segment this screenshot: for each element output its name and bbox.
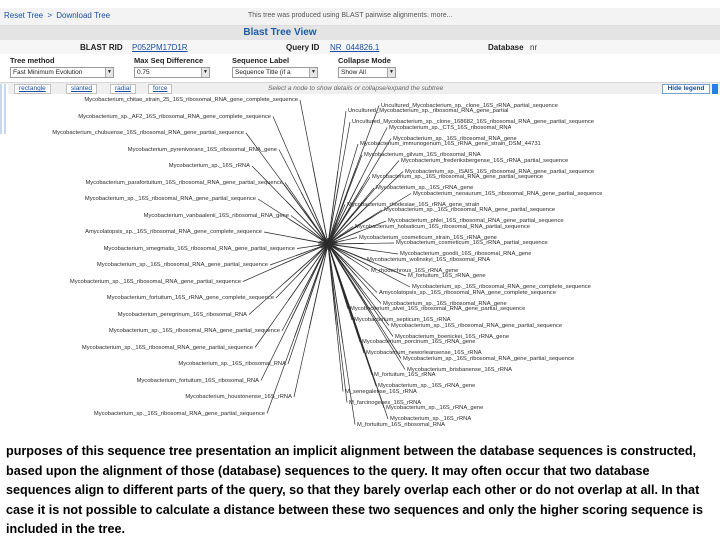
tree-leaf-label[interactable]: Mycobacterium_sp._AF2_16S_ribosomal_RNA_gene_complete_sequence <box>78 113 271 120</box>
tree-leaf-label[interactable]: Mycobacterium_fortuitum_16S_ribosomal_RNA <box>136 377 259 384</box>
tree-branch <box>367 250 399 255</box>
tree-branch <box>355 271 377 293</box>
download-tree-link[interactable]: Download Tree <box>56 11 111 20</box>
tree-leaf-label[interactable]: Mycobacterium_peregrinum_16S_ribosomal_RNA <box>117 311 247 318</box>
tree-branch <box>328 244 343 343</box>
tree-canvas[interactable] <box>0 94 720 440</box>
rid-label: BLAST RID <box>80 43 123 52</box>
max-seq-diff-label: Max Seq Difference <box>134 56 204 65</box>
tree-leaf-label[interactable]: Mycobacterium_sp._CTS_16S_ribosomal_RNA <box>389 124 512 131</box>
alignment-notice: This tree was produced using BLAST pairwise alignments. more... <box>248 12 453 19</box>
tree-leaf-label[interactable]: Uncultured_Mycobacterium_sp._clone_168682_16S_ribosomal_RNA_gene_partial_sequence <box>352 119 595 125</box>
tree-leaf-label[interactable]: Mycobacterium_sp._16S_ribosomal_RNA_gene_partial_sequence <box>372 174 544 180</box>
tree-branch <box>344 238 357 241</box>
tree-leaf-label[interactable]: Amycolatopsis_sp._16S_ribosomal_RNA_gene_complete_sequence <box>85 229 262 235</box>
tree-leaf-label[interactable]: Mycobacterium_porcinum_16S_rRNA_gene <box>362 339 476 345</box>
tree-leaf-label[interactable]: Mycobacterium_sp._16S_ribosomal_RNA_gene_partial_sequence <box>84 196 256 202</box>
tree-leaf-label[interactable]: Mycobacterium_frederiksbergense_16S_rRNA_partial_sequence <box>401 157 569 164</box>
tree-branch <box>342 227 353 235</box>
legend-swatch <box>712 84 718 94</box>
top-bar <box>0 8 720 26</box>
tree-leaf-label[interactable]: Mycobacterium_cosmeticum_16S_rRNA_partial_sequence <box>396 240 548 246</box>
tree-leaf-label[interactable]: Mycobacterium_sp._16S_rRNA_gene <box>386 405 484 411</box>
tree-leaf-label[interactable]: Mycobacterium_sp._16S_ribosomal_RNA_gene_partial_sequence <box>69 278 241 285</box>
tree-leaf-label[interactable]: Mycobacterium_fortuitum_16S_rRNA_gene_complete_sequence <box>106 295 274 301</box>
tree-leaf-label[interactable]: Mycobacterium_phlei_16S_ribosomal_RNA_gene_partial_sequence <box>388 218 564 224</box>
tree-leaf-label[interactable]: Mycobacterium_immunogenum_16S_rRNA_gene_strain_DSM_44731 <box>360 141 541 147</box>
tree-leaf-label[interactable]: Mycobacterium_sp._16S_ribosomal_RNA_gene_partial_sequence <box>403 355 575 362</box>
chevron-down-icon: ▼ <box>309 68 317 77</box>
hide-legend-button[interactable]: Hide legend <box>662 84 710 94</box>
tree-leaf-label[interactable]: Mycobacterium_alvei_16S_ribosomal_RNA_gene_partial_sequence <box>350 306 526 312</box>
tree-branch <box>273 117 298 174</box>
tree-branch <box>264 232 293 237</box>
tree-branch <box>285 183 304 211</box>
tree-leaf-label[interactable]: M_farcinogenes_16S_rRNA <box>349 399 422 406</box>
tree-leaf-label[interactable]: Mycobacterium_pyrenivorans_16S_ribosomal_RNA_gene <box>127 146 277 153</box>
database-label: Database <box>488 43 524 52</box>
title-band <box>0 26 720 40</box>
reset-tree-link[interactable]: Reset Tree <box>4 11 44 20</box>
tab-radial[interactable]: radial <box>110 84 136 94</box>
tree-leaf-label[interactable]: Mycobacterium_septicum_16S_rRNA <box>354 317 451 323</box>
tree-leaf-label[interactable]: Uncultured_Mycobacterium_sp._ribosomal_RNA_gene_partial <box>348 108 509 114</box>
tree-leaf-label[interactable]: Mycobacterium_cosmeticum_strain_16S_rRNA_gene <box>359 234 497 241</box>
tree-branch <box>276 274 299 298</box>
tree-branch <box>246 133 283 183</box>
tree-leaf-label[interactable]: Mycobacterium_sp._16S_ribosomal_RNA_gene <box>393 135 517 142</box>
tree-leaf-label[interactable]: Mycobacterium_sp._16S_rRNA <box>390 416 472 422</box>
tree-leaf-label[interactable]: Mycobacterium_rhodesiae_16S_rRNA_gene_strain <box>347 201 480 208</box>
tree-leaf-label[interactable]: Mycobacterium_vanbaalenii_16S_ribosomal_RNA_gene <box>143 212 289 219</box>
tree-method-select[interactable] <box>10 67 114 78</box>
tree-leaf-label[interactable]: Mycobacterium_sp._16S_ribosomal_RNA_gene_partial_sequence <box>391 322 563 329</box>
tree-leaf-label[interactable]: Mycobacterium_sp._16S_rRNA_gene <box>378 383 476 389</box>
tree-actions <box>4 11 112 20</box>
tree-branch <box>341 286 352 320</box>
tab-rectangle[interactable]: rectangle <box>14 84 51 94</box>
tree-branch <box>297 246 311 248</box>
chevron-down-icon: ▼ <box>105 68 113 77</box>
chevron-down-icon: ▼ <box>387 68 395 77</box>
tree-branch <box>282 292 303 331</box>
max-seq-diff-value: 0.75 <box>137 69 150 76</box>
collapse-mode-select[interactable] <box>338 67 396 78</box>
tree-leaf-label[interactable]: Mycobacterium_sp._16S_rRNA_gene <box>376 185 474 191</box>
tree-leaf-label[interactable]: M_fortuitum_16S_ribosomal_RNA <box>357 421 445 428</box>
sequence-label-select[interactable] <box>232 67 318 78</box>
control-labels <box>0 55 720 67</box>
tree-leaf-label[interactable]: Mycobacterium_smegmatis_16S_ribosomal_RNA_gene_partial_sequence <box>103 245 295 252</box>
tree-leaf-label[interactable]: Mycobacterium_sp._16S_ribosomal_RNA <box>178 361 286 367</box>
tree-leaf-label[interactable]: Uncultured_Mycobacterium_sp._clone_16S_rRNA_partial_sequence <box>381 102 558 109</box>
tree-leaf-label[interactable]: M_rhodochrous_16S_rRNA_gene <box>371 267 459 274</box>
tree-leaf-label[interactable]: Mycobacterium_sp._ISAIS_16S_ribosomal_RNA_gene_partial_sequence <box>405 168 595 175</box>
tree-leaf-label[interactable]: Mycobacterium_neworleansense_16S_rRNA <box>366 350 482 356</box>
tree-leaf-label[interactable]: Mycobacterium_holsaticum_16S_ribosomal_RNA_partial_sequence <box>355 223 530 230</box>
rid-row <box>0 40 720 54</box>
tree-branch <box>294 244 328 337</box>
rid-value-link[interactable]: P052PM17D1R <box>132 43 188 52</box>
tree-leaf-label[interactable]: Mycobacterium_sp._16S_ribosomal_RNA_gene_partial_sequence <box>93 410 265 417</box>
tree-leaf-label[interactable]: Mycobacterium_chitae_strain_25_16S_ribosomal_RNA_gene_complete_sequence <box>84 97 298 103</box>
max-seq-diff-select[interactable] <box>134 67 210 78</box>
database-value: nr <box>530 43 538 52</box>
tree-branch <box>267 337 294 413</box>
tree-leaf-label[interactable]: M_fortuitum_16S_rRNA_gene <box>408 273 486 279</box>
tree-leaf-label[interactable]: Mycobacterium_gilvum_16S_ribosomal_RNA <box>364 152 481 158</box>
query-id-link[interactable]: NR_044826.1 <box>330 43 380 52</box>
tree-leaf-label[interactable]: M_fortuitum_16S_rRNA <box>374 372 436 378</box>
link-separator: > <box>47 11 53 20</box>
tree-branch <box>340 122 350 177</box>
tree-hint: Select a node to show details or collapse/expand the subtree <box>268 85 444 92</box>
tree-leaf-label[interactable]: Mycobacterium_sp._16S_ribosomal_RNA_gene_partial_sequence <box>108 328 280 334</box>
tree-branch <box>301 192 328 244</box>
tree-leaf-label[interactable]: Mycobacterium_sp._16S_ribosomal_RNA_gene_partial_sequence <box>384 207 556 213</box>
tree-leaf-label[interactable]: Mycobacterium_boenickei_16S_rRNA_gene <box>395 333 510 340</box>
tree-leaf-label[interactable]: Mycobacterium_sp._16S_ribosomal_RNA_gene <box>383 300 507 307</box>
tree-leaf-label[interactable]: Mycobacterium_goodii_16S_ribosomal_RNA_gene <box>400 251 532 257</box>
sequence-label-value: Sequence Title (if a <box>235 69 291 76</box>
tree-leaf-label[interactable]: Mycobacterium_chubuense_16S_ribosomal_RNA_gene_partial_sequence <box>52 130 244 136</box>
tree-leaf-label[interactable]: Amycolatopsis_sp._16S_ribosomal_RNA_gene_complete_sequence <box>379 289 556 296</box>
tree-leaf-label[interactable]: Mycobacterium_brisbanense_16S_rRNA <box>407 366 513 373</box>
tree-leaf-label[interactable]: Mycobacterium_houstonense_16S_rRNA <box>185 394 292 400</box>
page-title: Blast Tree View <box>243 27 317 38</box>
tree-branch <box>300 100 313 165</box>
tree-leaf-label[interactable]: Mycobacterium_wolinskyi_16S_ribosomal_RNA <box>367 256 491 263</box>
chevron-down-icon: ▼ <box>201 68 209 77</box>
tab-slanted[interactable]: slanted <box>66 84 97 94</box>
tree-leaf-label[interactable]: M_senegalense_16S_rRNA <box>345 388 417 395</box>
tree-branch <box>255 301 288 348</box>
tree-branch <box>356 106 379 168</box>
query-id-label: Query ID <box>286 43 320 52</box>
tree-method-value: Fast Minimum Evolution <box>13 69 83 76</box>
tree-branch <box>338 111 346 171</box>
tree-leaf-label[interactable]: Mycobacterium_sp._16S_rRNA <box>168 163 250 169</box>
tree-leaf-label[interactable]: Mycobacterium_neoaurum_16S_ribosomal_RNA_gene_partial_sequence <box>413 190 603 197</box>
tree-method-label: Tree method <box>10 56 55 65</box>
tab-force[interactable]: force <box>148 84 172 94</box>
tree-leaf-label[interactable]: Mycobacterium_parafortuitum_16S_ribosomal_RNA_gene_partial_sequence <box>85 179 283 186</box>
sequence-label-label: Sequence Label <box>232 56 290 65</box>
collapse-mode-label: Collapse Mode <box>338 56 391 65</box>
tree-leaf-label[interactable]: Mycobacterium_sp._16S_ribosomal_RNA_gene_partial_sequence <box>96 262 268 268</box>
tree-branch <box>313 165 328 244</box>
view-toolbar <box>0 82 720 94</box>
explanation-text: purposes of this sequence tree presentation an implicit alignment between the database sequences is constructed, based upon the alignment of those (database) sequences to the query. It may often occur that two database sequences align to different parts of the query, so that they barely overlap each other or do not overlap at all. In that case it is not possible to calculate a distance between these two sequences and only the higher scoring sequence is included in the tree. <box>6 444 704 536</box>
collapse-mode-value: Show All <box>341 69 366 76</box>
tree-leaf-label[interactable]: Mycobacterium_sp._16S_ribosomal_RNA_gene_partial_sequence <box>81 344 253 351</box>
tree-leaf-label[interactable]: Mycobacterium_sp._16S_ribosomal_RNA_gene_complete_sequence <box>412 284 591 290</box>
